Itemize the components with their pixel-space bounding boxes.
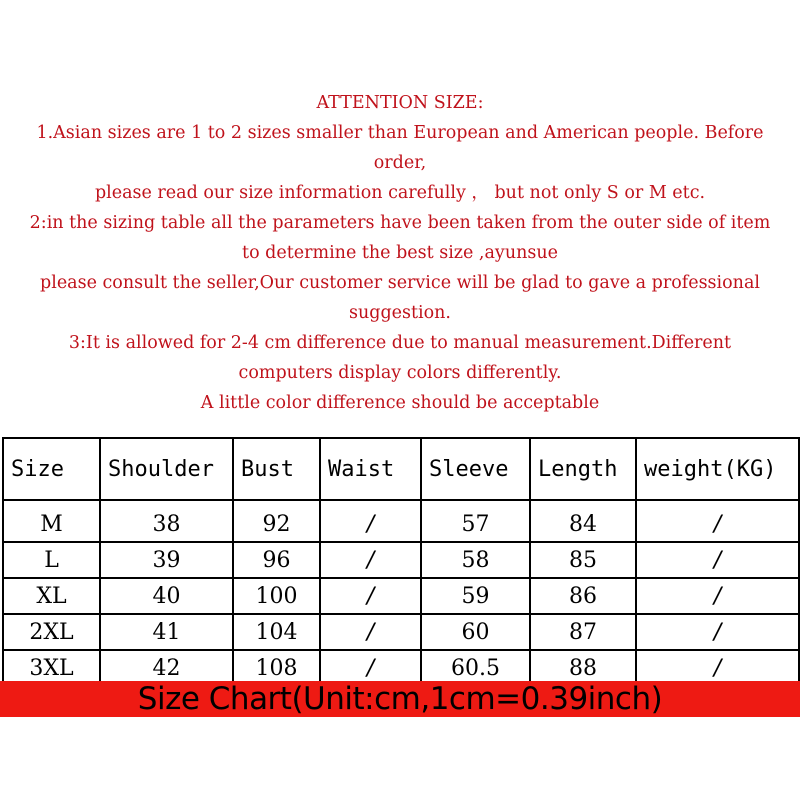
table-cell: XL <box>3 578 100 614</box>
notice-line: order, <box>373 153 427 173</box>
table-cell: 104 <box>233 614 320 650</box>
notice-line: A little color difference should be acceptable <box>200 393 600 413</box>
notice-line: suggestion. <box>349 303 451 323</box>
notice-line: please read our size information carefully ， but not only S or M etc. <box>94 183 706 203</box>
column-header: Length <box>530 438 636 500</box>
table-cell: 58 <box>421 542 530 578</box>
table-cell: 85 <box>530 542 636 578</box>
table-cell: / <box>320 578 421 614</box>
notice-line: 1.Asian sizes are 1 to 2 sizes smaller than European and American people. Before <box>36 123 764 143</box>
table-cell: / <box>320 500 421 542</box>
table-cell: 88 <box>530 650 636 686</box>
table-cell: / <box>636 650 799 686</box>
column-header: Waist <box>320 438 421 500</box>
notice-line: 2:in the sizing table all the parameters have been taken from the outer side of item <box>29 213 771 233</box>
table-row <box>3 578 799 614</box>
table-cell: 96 <box>233 542 320 578</box>
column-header: weight(KG) <box>636 438 799 500</box>
table-cell: 57 <box>421 500 530 542</box>
table-cell: 2XL <box>3 614 100 650</box>
table-cell: L <box>3 542 100 578</box>
table-cell: / <box>320 614 421 650</box>
notice-title: ATTENTION SIZE: <box>316 93 484 113</box>
notice-line: 3:It is allowed for 2-4 cm difference due to manual measurement.Different <box>68 333 732 353</box>
table-cell: 84 <box>530 500 636 542</box>
table-cell: 39 <box>100 542 233 578</box>
table-cell: M <box>3 500 100 542</box>
size-chart-unit-banner: Size Chart(Unit:cm,1cm=0.39inch) <box>0 681 800 717</box>
table-cell: / <box>636 542 799 578</box>
table-cell: 108 <box>233 650 320 686</box>
table-cell: 41 <box>100 614 233 650</box>
table-cell: / <box>636 578 799 614</box>
table-cell: 100 <box>233 578 320 614</box>
table-cell: / <box>636 614 799 650</box>
table-row <box>3 614 799 650</box>
table-header-row <box>3 438 799 500</box>
attention-notice <box>0 88 800 418</box>
column-header: Bust <box>233 438 320 500</box>
table-cell: 38 <box>100 500 233 542</box>
column-header: Size <box>3 438 100 500</box>
table-row <box>3 500 799 542</box>
table-cell: 3XL <box>3 650 100 686</box>
notice-line: computers display colors differently. <box>238 363 562 383</box>
column-header: Shoulder <box>100 438 233 500</box>
table-cell: 42 <box>100 650 233 686</box>
table-cell: 59 <box>421 578 530 614</box>
table-cell: 40 <box>100 578 233 614</box>
table-cell: 92 <box>233 500 320 542</box>
table-cell: 60 <box>421 614 530 650</box>
table-cell: 60.5 <box>421 650 530 686</box>
table-cell: / <box>320 650 421 686</box>
column-header: Sleeve <box>421 438 530 500</box>
table-cell: 86 <box>530 578 636 614</box>
table-cell: / <box>320 542 421 578</box>
notice-line: to determine the best size ,ayunsue <box>242 243 558 263</box>
table-row <box>3 542 799 578</box>
table-cell: 87 <box>530 614 636 650</box>
size-table <box>2 437 800 687</box>
notice-line: please consult the seller,Our customer service will be glad to gave a professional <box>40 273 760 293</box>
table-cell: / <box>636 500 799 542</box>
